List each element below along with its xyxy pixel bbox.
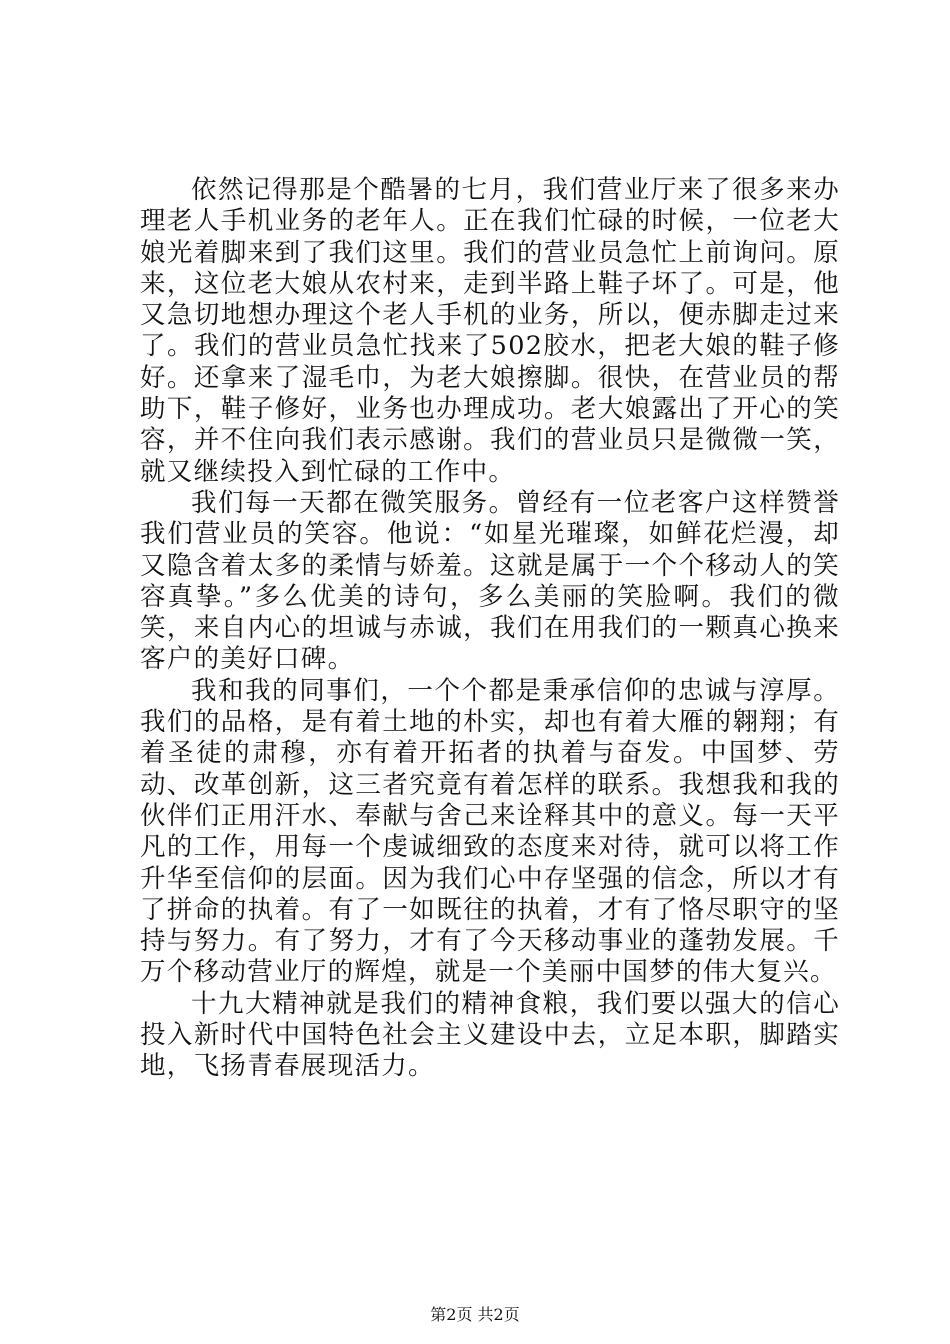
paragraph-3: 我和我的同事们，一个个都是秉承信仰的忠诚与淳厚。我们的品格，是有着土地的朴实，却也有着大雁的翱翔；有着圣徒的肃穆，亦有着开拓者的执着与奋发。中国梦、劳动、改革创新，这三者究竟有着怎样的联系。我想我和我的伙伴们正用汗水、奉献与舍己来诠释其中的意义。每一天平凡的工作，用每一个虔诚细致的态度来对待，就可以将工作升华至信仰的层面。因为我们心中存坚强的信念，所以才有了拼命的执着。有了一如既往的执着，才有了恪尽职守的坚持与努力。有了努力，才有了今天移动事业的蓬勃发展。千万个移动营业厅的辉煌，就是一个美丽中国梦的伟大复兴。 bbox=[140, 675, 840, 988]
paragraph-4: 十九大精神就是我们的精神食粮，我们要以强大的信心投入新时代中国特色社会主义建设中去，立足本职，脚踏实地，飞扬青春展现活力。 bbox=[140, 988, 840, 1082]
paragraph-2: 我们每一天都在微笑服务。曾经有一位老客户这样赞誉我们营业员的笑容。他说：“如星光璀璨，如鲜花烂漫，却又隐含着太多的柔情与娇羞。这就是属于一个个移动人的笑容真挚。”多么优美的诗句，多么美丽的笑脸啊。我们的微笑，来自内心的坦诚与赤诚，我们在用我们的一颗真心换来客户的美好口碑。 bbox=[140, 487, 840, 675]
page-number-footer: 第2页 共2页 bbox=[430, 1305, 520, 1324]
paragraph-1: 依然记得那是个酷暑的七月，我们营业厅来了很多来办理老人手机业务的老年人。正在我们忙碌的时候，一位老大娘光着脚来到了我们这里。我们的营业员急忙上前询问。原来，这位老大娘从农村来，走到半路上鞋子坏了。可是，他又急切地想办理这个老人手机的业务，所以，便赤脚走过来了。我们的营业员急忙找来了502胶水，把老大娘的鞋子修好。还拿来了湿毛巾，为老大娘擦脚。很快，在营业员的帮助下，鞋子修好，业务也办理成功。老大娘露出了开心的笑容，并不住向我们表示感谢。我们的营业员只是微微一笑，就又继续投入到忙碌的工作中。 bbox=[140, 175, 840, 487]
document-body bbox=[140, 175, 840, 1083]
